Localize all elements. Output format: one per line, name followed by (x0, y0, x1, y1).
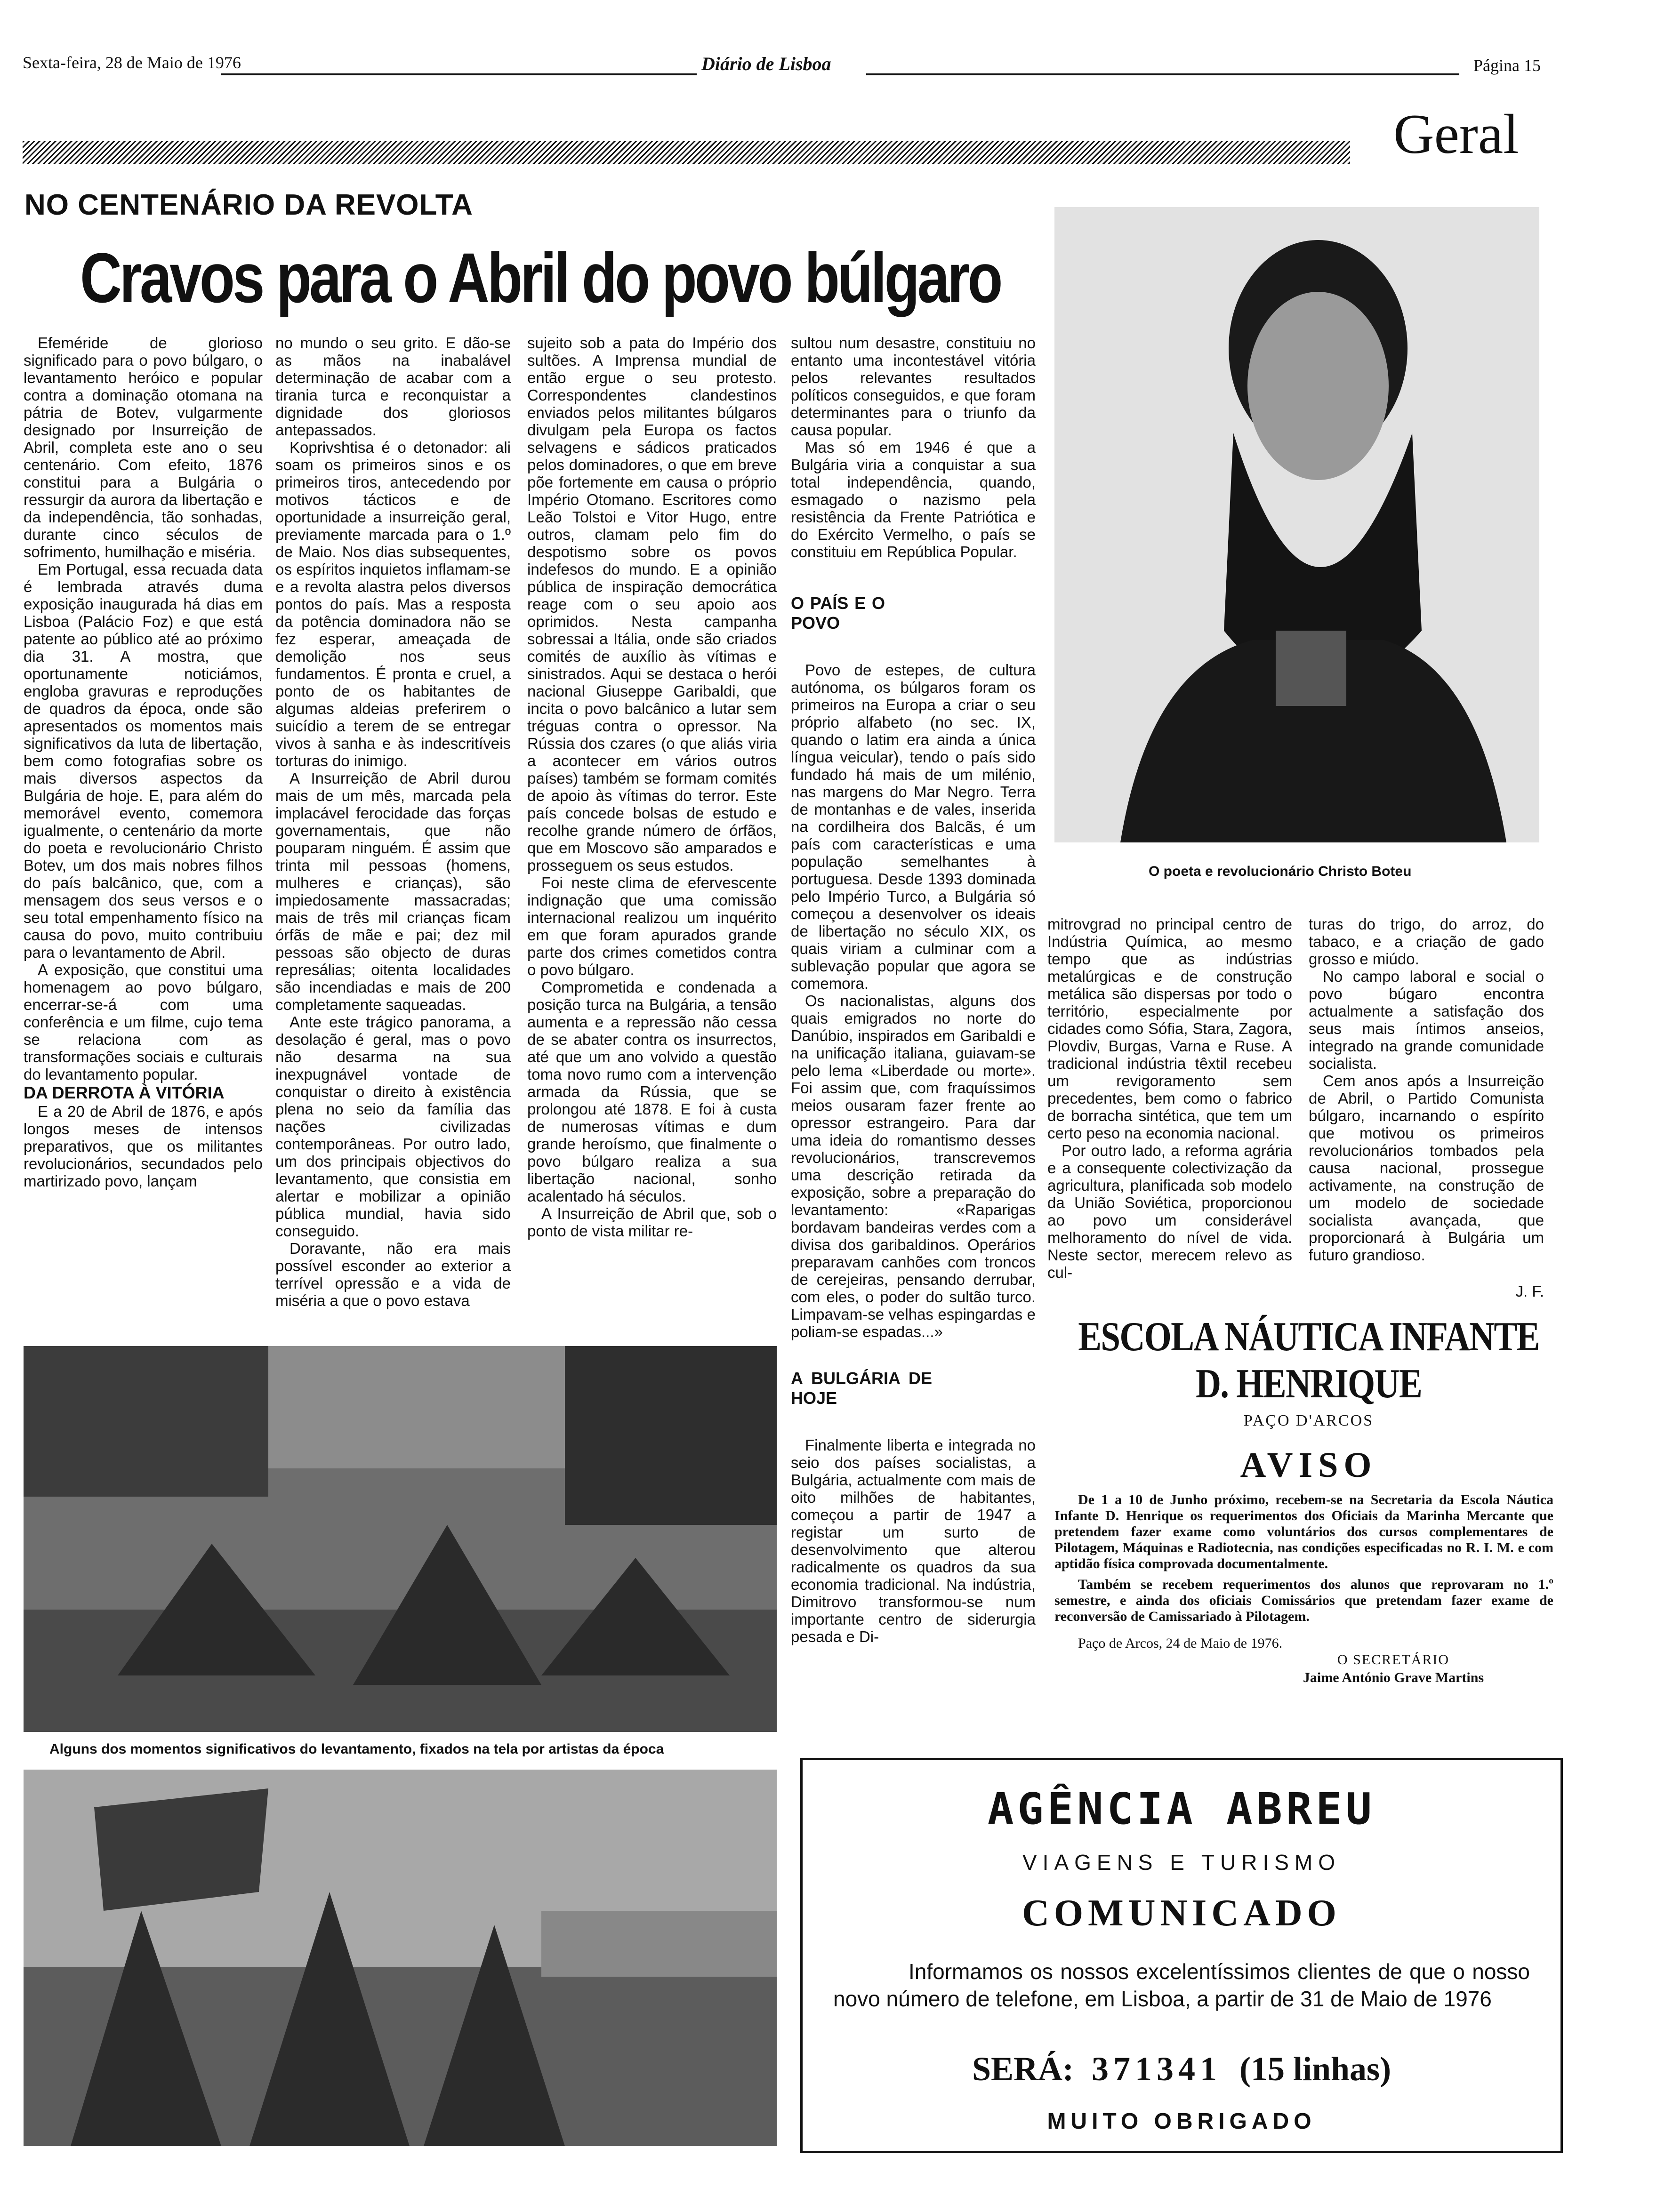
col6-paragraph-1: turas do trigo, do arroz, do tabaco, e a criação de gado grosso e miúdo. (1309, 915, 1544, 968)
article-headline: Cravos para o Abril do povo búlgaro (80, 238, 1001, 317)
ad-agencia-body: Informamos os nossos excelentíssimos clientes de que o nosso novo número de telefone, em Lisboa, a partir de 31 de Maio de 1976 (833, 1959, 1530, 2011)
ad-escola-body-1: De 1 a 10 de Junho próximo, recebem-se na Secretaria da Escola Náutica Infante D. Henrique os requerimentos dos Oficiais da Marinha Mercante que pretendem fazer exame como voluntários dos cursos complementares de Pilotagem, Máquinas e Radiotecnia, nas condições especificadas no R. I. M. e com aptidão física comprovada documentalmente. (1054, 1492, 1553, 1571)
subhead-da-derrota: DA DERROTA À VITÓRIA (24, 1083, 225, 1102)
ad-escola-name-line-2: D. HENRIQUE (1195, 1361, 1422, 1407)
paintings-caption: Alguns dos momentos significativos do levantamento, fixados na tela por artistas da época (49, 1741, 664, 1757)
article-column-6 (1309, 915, 1544, 1300)
ad-escola-name-line-1: ESCOLA NÁUTICA INFANTE (1078, 1314, 1539, 1360)
article-column-2 (275, 334, 511, 1309)
article-signature: J. F. (1515, 1282, 1544, 1300)
col1-paragraph-1: Efeméride de glorioso significado para o povo búlgaro, o levantamento heróico e popular contra a dominação otomana na pátria de Botev, vulgarmente designado por Insurreição de Abril, completa este ano o seu centenário. Com efeito, 1876 constitui para a Bulgária o ressurgir da aurora da libertação e da independência, tão sonhadas, durante cinco séculos de sofrimento, humilhação e miséria. (24, 334, 263, 561)
ad-agencia-phone-line (803, 2050, 1560, 2089)
section-hatch-band (23, 141, 1350, 164)
col4-paragraph-5: Finalmente liberta e integrada no seio dos países socialistas, a Bulgária, actualmente com mais de oito milhões de habitantes, começou a partir de 1947 a registar um surto de desenvolvimento que alterou radicalmente os quadros da sua economia tradicional. Na indústria, Dimitrovo transformou-se num importante centro de siderurgia pesada e Di- (791, 1436, 1036, 1645)
col2-paragraph-1: no mundo o seu grito. E dão-se as mãos na inabalável determinação de acabar com a tirania turca e reconquistar a dignidade dos gloriosos antepassados. (275, 334, 511, 439)
masthead-page-number: Página 15 (1473, 56, 1541, 75)
col3-paragraph-4: A Insurreição de Abril que, sob o ponto de vista militar re- (527, 1205, 777, 1240)
col2-paragraph-5: Doravante, não era mais possível esconder ao exterior a terrível opressão e a vida de miséria a que o povo estava (275, 1240, 511, 1309)
col1-paragraph-3: A exposição, que constitui uma homenagem ao povo búlgaro, encerrar-se-á com uma conferência e um filme, cujo tema se relaciona com as transformações sociais e culturais do levantamento popular. (24, 961, 263, 1083)
col2-paragraph-4: Ante este trágico panorama, a desolação é geral, mas o povo não desarma na sua inexpugnável vontade de conquistar o direito à existência plena no seio da família das nações civilizadas contemporâneas. Por outro lado, um dos principais objectivos do levantamento, que consistia em alertar e mobilizar a opinião pública mundial, havia sido conseguido. (275, 1013, 511, 1240)
subhead-o-pais: O PAÍS E O POVO (791, 593, 885, 633)
ad-escola-title: AVISO (1240, 1445, 1377, 1485)
col3-paragraph-3: Comprometida e condenada a posição turca na Bulgária, a tensão aumenta e a repressão não cessa de se abater contra os insurrectos, até que um ano volvido a questão toma novo rumo com a intervenção armada da Rússia, que se prolongou até 1878. E foi à custa de numerosas vítimas e dum grande heroísmo, que finalmente o povo búlgaro realiza a sua libertação nacional, sonho acalentado há séculos. (527, 978, 777, 1205)
col4-paragraph-1: sultou num desastre, constituiu no entanto uma incontestável vitória pelos relevantes resultados políticos conseguidos, e que foram determinantes para o triunfo da causa popular. (791, 334, 1036, 439)
uprising-painting-2 (24, 1770, 777, 2146)
ad-agencia-phone-label: SERÁ: (972, 2050, 1074, 2088)
uprising-painting-2-illustration (24, 1770, 777, 2146)
col4-paragraph-4: Os nacionalistas, alguns dos quais emigrados no norte do Danúbio, inspirados em Garibaldi e na unificação italiana, guiavam-se pelo lema «Liberdade ou morte». Foi assim que, com fraquíssimos meios ousaram fazer frente ao opressor estrangeiro. Para dar uma ideia do romantismo desses revolucionários, transcrevemos uma descrição retirada da exposição, sobre a preparação do levantamento: «Raparigas bordavam bandeiras verdes com a divisa dos garibaldinos. Operários preparavam canhões com troncos de cerejeiras, pensando derrubar, com eles, o poder do sultão turco. Limpavam-se velhas espingardas e poliam-se espadas...» (791, 992, 1036, 1340)
section-title: Geral (1393, 103, 1519, 165)
subhead-bulgaria-hoje: A BULGÁRIA DE HOJE (791, 1369, 932, 1408)
article-column-1 (24, 334, 263, 1190)
ad-agencia-phone-number: 371341 (1091, 2050, 1222, 2088)
ad-escola-location: PAÇO D'ARCOS (1243, 1412, 1374, 1429)
col2-paragraph-3: A Insurreição de Abril durou mais de um mês, marcada pela implacável ferocidade das forças governamentais, que não pouparam ninguém. É assim que trinta mil pessoas (homens, mulheres e crianças), são impiedosamente massacradas; mais de três mil crianças ficam órfãs de mãe e pai; dez mil pessoas são objecto de duras represálias; oitenta localidades são incendiadas e mais de 200 completamente saqueadas. (275, 769, 511, 1013)
ad-escola-signer-name: Jaime António Grave Martins (1303, 1670, 1484, 1685)
col6-paragraph-3: Cem anos após a Insurreição de Abril, o Partido Comunista búlgaro, incarnando o espírito que motivou os primeiros revolucionários tombados pela causa nacional, prossegue activamente, na construção de um modelo de sociedade socialista avançada, que proporcionará à Bulgária um futuro grandioso. (1309, 1072, 1544, 1264)
col1-paragraph-2: Em Portugal, essa recuada data é lembrada através duma exposição inaugurada há dias em Lisboa (Palácio Foz) e que está patente ao público até ao próximo dia 31. A mostra, que oportunamente noticiámos, engloba gravuras e reproduções de quadros da época, onde são apresentados os momentos mais significativos da luta de libertação, bem como fotografias sobre os mais diversos aspectos da Bulgária de hoje. E, para além do memorável evento, comemora igualmente, o centenário da morte do poeta e revolucionário Christo Botev, um dos mais nobres filhos do país balcânico, que, com a mensagem dos seus versos e o seu total empenhamento físico na causa do povo, muito contribuiu para o levantamento de Abril. (24, 561, 263, 961)
ad-agencia-phone-lines: (15 linhas) (1239, 2050, 1392, 2088)
ad-escola-body-2: Também se recebem requerimentos dos alunos que reprovaram no 1.º semestre, e ainda dos oficiais Comissários que pretendam fazer exame de reconversão de Camissariado à Pilotagem. (1054, 1577, 1553, 1624)
ad-escola-place-date: Paço de Arcos, 24 de Maio de 1976. (1078, 1635, 1283, 1651)
ad-agencia-closing: MUITO OBRIGADO (1047, 2109, 1316, 2134)
col4-paragraph-2: Mas só em 1946 é que a Bulgária viria a conquistar a sua total independência, quando, esmagado o nazismo pela resistência da Frente Patriótica e do Exército Vermelho, o país se constituiu em República Popular. (791, 439, 1036, 561)
ad-escola-signer-title: O SECRETÁRIO (1337, 1652, 1450, 1667)
col5-paragraph-1: mitrovgrad no principal centro de Indústria Química, ao mesmo tempo que as indústrias metalúrgicas e de construção metálica são dispersas por todo o território, especialmente por cidades como Sófia, Stara, Zagora, Plovdiv, Burgas, Varna e Ruse. A tradicional indústria têxtil recebeu um revigoramento sem precedentes, bem como o fabrico de borracha sintética, que tem um certo peso na economia nacional. (1047, 915, 1292, 1142)
col4-paragraph-3: Povo de estepes, de cultura autónoma, os búlgaros foram os primeiros na Europa a criar o seu próprio alfabeto (no sec. IX, quando o latim era ainda a única língua veicular), tendo o país sido fundado há mais de um milénio, nas margens do Mar Negro. Terra de montanhas e de vales, inserida na cordilheira dos Balcãs, é um país com características e uma população semelhantes à portuguesa. Desde 1393 dominada pelo Império Turco, a Bulgária só começou a desenvolver os ideais de libertação no século XIX, os quais viriam a culminar com a sublevação popular que agora se comemora. (791, 661, 1036, 992)
masthead-rule-left (221, 73, 697, 75)
portrait-caption: O poeta e revolucionário Christo Boteu (1149, 864, 1412, 879)
ad-agencia-abreu-box (800, 1758, 1563, 2153)
article-column-5 (1047, 915, 1292, 1281)
uprising-painting-1-illustration (24, 1346, 777, 1732)
article-column-4 (791, 334, 1036, 1645)
masthead-paper-name: Diário de Lisboa (701, 53, 831, 74)
masthead-date: Sexta-feira, 28 de Maio de 1976 (23, 53, 241, 72)
ad-agencia-tagline: VIAGENS E TURISMO (1022, 1850, 1341, 1875)
col3-paragraph-2: Foi neste clima de efervescente indignação que uma comissão internacional realizou um inquérito em que foram apurados grande parte dos crimes cometidos contra o povo búlgaro. (527, 874, 777, 978)
ad-agencia-name: AGÊNCIA ABREU (987, 1784, 1376, 1834)
col5-paragraph-2: Por outro lado, a reforma agrária e a consequente colectivização da agricultura, planificada sob modelo da União Soviética, proporcionou ao povo um considerável melhoramento do nível de vida. Neste sector, merecem relevo as cul- (1047, 1142, 1292, 1281)
ad-agencia-title: COMUNICADO (1022, 1892, 1341, 1934)
col1-paragraph-4: E a 20 de Abril de 1876, e após longos meses de intensos preparativos, que os militantes revolucionários, secundados pelo martirizado povo, lançam (24, 1103, 263, 1190)
uprising-painting-1 (24, 1346, 777, 1732)
portrait-photo-christo-botev (1054, 207, 1539, 842)
article-kicker: NO CENTENÁRIO DA REVOLTA (24, 189, 473, 221)
col3-paragraph-1: sujeito sob a pata do Império dos sultões. A Imprensa mundial de então ergue o seu protesto. Correspondentes clandestinos enviados pelos militantes búlgaros divulgam pela Europa os factos selvagens e sádicos praticados pelos dominadores, o que em breve põe fortemente em causa o próprio Império Otomano. Escritores como Leão Tolstoi e Vitor Hugo, entre outros, clamam pelo fim do despotismo sobre os povos indefesos do mundo. E a opinião pública de inspiração democrática reage com o seu apoio aos oprimidos. Nesta campanha sobressai a Itália, onde são criados comités de auxílio às vítimas e sinistrados. Aqui se destaca o herói nacional Giuseppe Garibaldi, que incita o povo balcânico a lutar sem tréguas contra o opressor. Na Rússia dos czares (o que aliás viria a acontecer em vários outros países) também se formam comités de apoio às vítimas do terror. Este país concede bolsas de estudo e recolhe grande número de órfãos, que em Moscovo são amparados e prosseguem os seus estudos. (527, 334, 777, 874)
masthead-rule-right (866, 73, 1459, 75)
col2-paragraph-2: Koprivshtisa é o detonador: ali soam os primeiros sinos e os primeiros tiros, antecedendo por motivos tácticos e de oportunidade a insurreição geral, previamente marcada para o 1.º de Maio. Nos dias subsequentes, os espíritos inquietos inflamam-se e a revolta alastra pelos diversos pontos do país. Mas a resposta da potência dominadora não se fez esperar, ameaçada de demolição nos seus fundamentos. É pronta e cruel, a ponto de os habitantes de algumas aldeias preferirem o suicídio a terem de se entregar vivos à sanha e às indescritíveis torturas do inimigo. (275, 439, 511, 769)
article-column-3 (527, 334, 777, 1240)
col6-paragraph-2: No campo laboral e social o povo búgaro encontra actualmente a satisfação dos seus mais íntimos anseios, integrado na grande comunidade socialista. (1309, 968, 1544, 1072)
portrait-illustration (1054, 207, 1539, 842)
